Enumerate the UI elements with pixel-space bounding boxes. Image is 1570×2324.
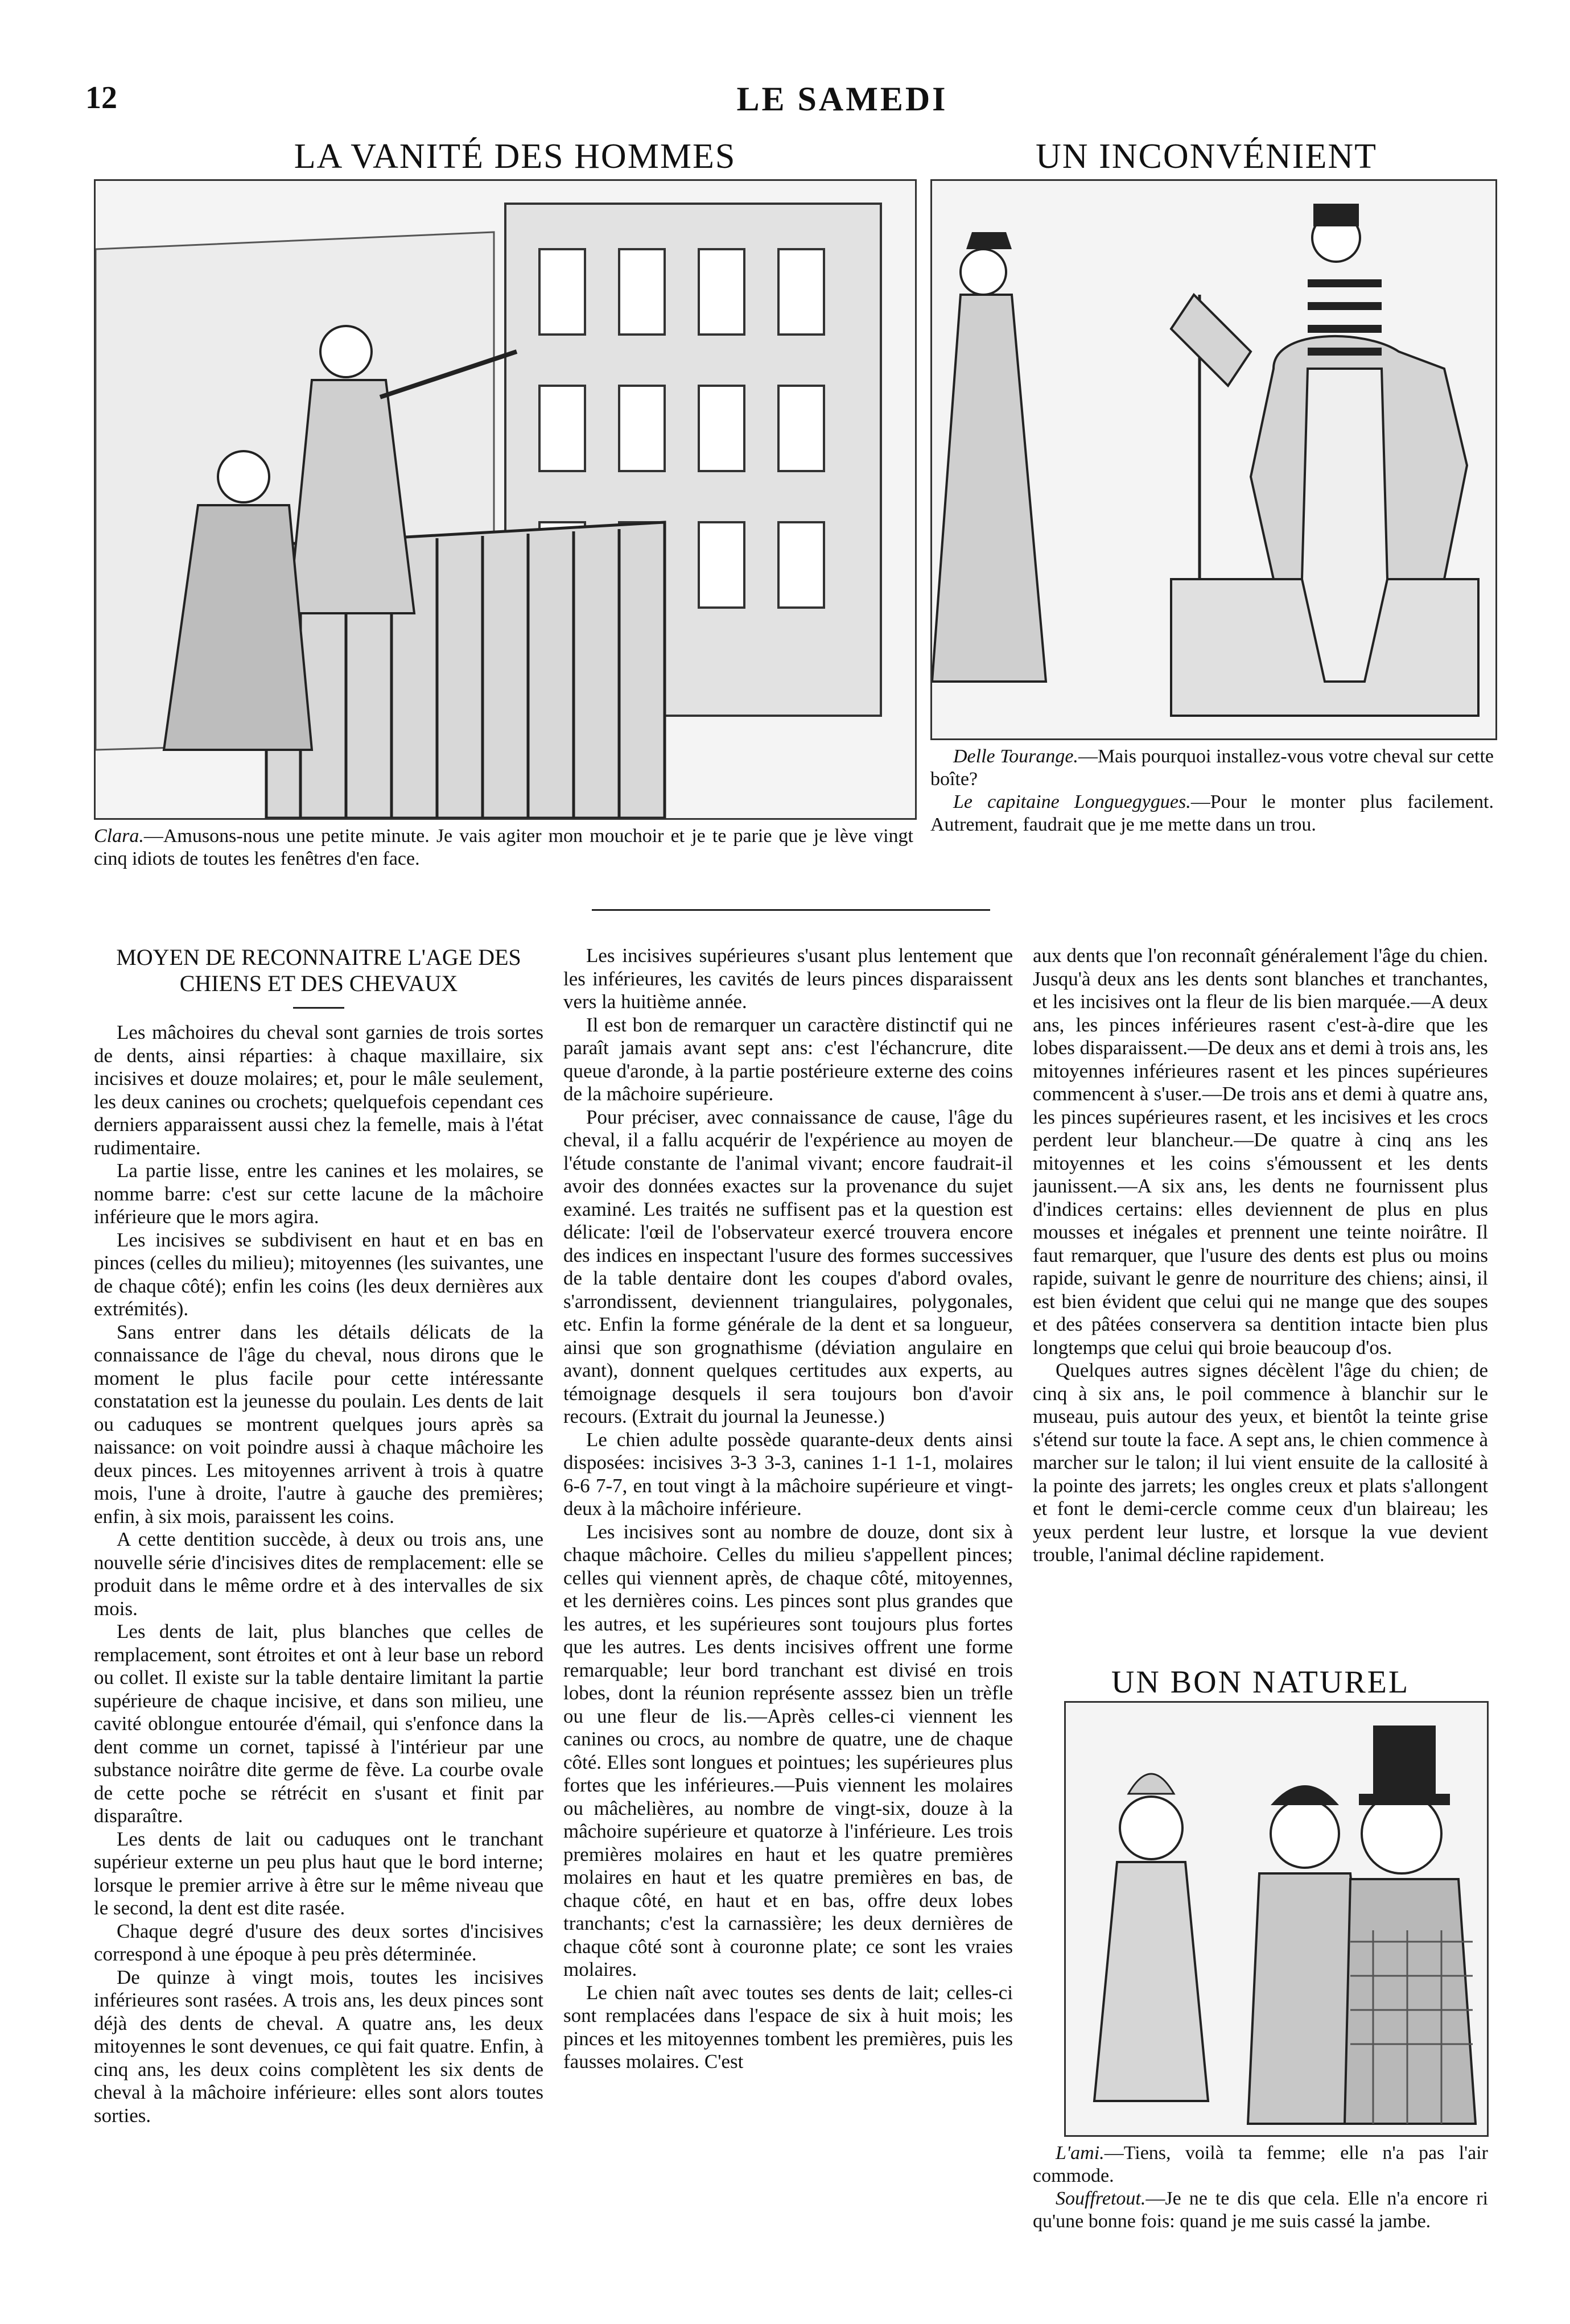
paragraph: Les incisives se subdivisent en haut et en bas en pinces (celles du milieu); mitoyennes (les suivantes, une de chaque côté); enfin les coins (les deux dernières aux extrémités). — [94, 1228, 543, 1320]
speaker-clara: Clara. — [94, 825, 144, 847]
caption-bon-naturel — [1033, 2142, 1488, 2233]
paragraph: Sans entrer dans les détails délicats de la connaissance de l'âge du cheval, nous dirons que le moment le plus facile pour cette intéressante constatation est la jeunesse du poulain. Les dents de lait ou caduques se montrent quelques jours après sa naissance: on voit poindre aussi à chaque mâchoire les deux pinces. Les mitoyennes arrivent à trois à quatre mois, l'une à droite, l'autre à gauche des premières; enfin, à six mois, paraissent les coins. — [94, 1320, 543, 1528]
paragraph: Le chien adulte possède quarante-deux dents ainsi disposées: incisives 3-3 3-3, canines 1-1 1-1, molaires 6-6 7-7, en tout vingt à la mâchoire supérieure et vingt-deux à la mâchoire inférieure. — [563, 1428, 1013, 1520]
paragraph: Pour préciser, avec connaissance de cause, l'âge du cheval, il a fallu acquérir de l'expérience au moyen de l'étude constante de l'animal vivant; encore faudrait-il avoir des données exactes sur la provenance du sujet examiné. Les traités ne suffisent pas et la question est délicate: l'œil de l'observateur exercé trouvera encore des indices en inspectant l'usure des formes successives de la table dentaire dont les coupes d'abord ovales, s'arrondissent, deviennent triangulaires, polygonales, etc. Enfin la forme générale de la dent et sa longueur, ainsi que son grognathisme (déviation angulaire en avant), donnent quelques certitudes aux experts, au témoignage desquels il sera toujours bon d'avoir recours. (Extrait du journal la Jeunesse.) — [563, 1105, 1013, 1427]
caption-naturel-line-2: —Je ne te dis que cela. Elle n'a encore ri qu'une bonne fois: quand je me suis cassé la jambe. — [1033, 2188, 1488, 2232]
paragraph: Il est bon de remarquer un caractère distinctif qui ne paraît jamais avant sept ans: c'est l'échancrure, dite queue d'aronde, à la partie postérieure externe des coins de la mâchoire supérieure. — [563, 1013, 1013, 1105]
speaker-ami: L'ami. — [1056, 2143, 1105, 2164]
paragraph: Le chien naît avec toutes ses dents de lait; celles-ci sont remplacées dans l'espace de six à huit mois; les pinces et les mitoyennes tombent les premières, puis les fausses molaires. C'est — [563, 1981, 1013, 2073]
article-column-2 — [563, 944, 1013, 2253]
paragraph: La partie lisse, entre les canines et les molaires, se nomme barre: c'est sur cette lacune de la mâchoire inférieure que le mors agira. — [94, 1159, 543, 1228]
paragraph: Quelques autres signes décèlent l'âge du chien; de cinq à six ans, le poil commence à blanchir sur le museau, puis autour des yeux, et bientôt la teinte grise s'étend sur toute la face. A sept ans, le chien commence à marcher sur le talon; il lui vient ensuite de la callosité à la pointe des jarrets; les ongles creux et plats s'allongent et font le demi-cercle comme ceux d'un blaireau; les yeux perdent leur lustre, et lorsque la vue devient trouble, l'animal décline rapidement. — [1033, 1359, 1488, 1566]
article-column-3 — [1033, 944, 1488, 1684]
paragraph: aux dents que l'on reconnaît généralement l'âge du chien. Jusqu'à deux ans les dents sont blanches et tranchantes, et les incisives ont la fleur de lis bien marquée.—A deux ans, les pinces inférieures rasent c'est-à-dire que les lobes disparaissent.—De deux ans et demi à trois ans, les mitoyennes inférieures rasent et les pinces supérieures commencent à s'user.—De trois ans et demi à quatre ans, les pinces supérieures rasent, et les incisives et les crocs perdent leur blancheur.—De quatre à cinq ans les mitoyennes et les coins s'émoussent et les dents jaunissent.—A six ans, les dents ne fournissent plus d'indices certains: elles deviennent de plus en plus mousses et inégales et prennent une teinte noirâtre. Il faut remarquer, que l'usure des dents est plus ou moins rapide, suivant le genre de nourriture des chiens; ainsi, il est bien évident que celui qui ne mange que des soupes et des pâtées conservera sa dentition intacte bien plus longtemps que celui qui broie beaucoup d'os. — [1033, 944, 1488, 1359]
paragraph: A cette dentition succède, à deux ou trois ans, une nouvelle série d'incisives dites de remplacement: elle se produit dans le même ordre et à des intervalles de six mois. — [94, 1528, 543, 1620]
speaker-souffretout: Souffretout. — [1056, 2188, 1146, 2209]
paragraph: Les dents de lait, plus blanches que celles de remplacement, sont étroites et ont à leur base un rebord ou collet. Il existe sur la table dentaire limitant la partie supérieure de chaque incisive, et dans son milieu, une cavité oblongue entourée d'émail, qui s'enfonce dans la dent comme un cornet, tapissé à l'intérieur par une substance noirâtre dite germe de fève. La courbe ovale de cette poche se rétrécit en s'usant et finit par disparaître. — [94, 1620, 543, 1827]
balcony-drawing — [96, 181, 915, 818]
page-number: 12 — [85, 80, 117, 115]
paragraph: De quinze à vingt mois, toutes les incisives inférieures sont rasées. A trois ans, les deux pinces sont déjà des dents de cheval. A quatre ans, les deux mitoyennes le sont devenues, ce qui fait quatre. Enfin, à cinq ans, les deux coins complètent les six dents de cheval à la mâchoire inférieure: elles sont alors toutes sorties. — [94, 1966, 543, 2127]
cartoon-title-inconvenient: UN INCONVÉNIENT — [1036, 137, 1377, 176]
horse-drawing — [932, 181, 1495, 738]
illustration-bon-naturel — [1064, 1701, 1489, 2137]
paragraph: Les dents de lait ou caduques ont le tranchant supérieur externe un peu plus haut que le bord interne; lorsque le premier arrive à être sur le même niveau que le second, la dent est dite rasée. — [94, 1827, 543, 1919]
section-divider — [592, 909, 990, 911]
article-column-1 — [94, 944, 543, 2253]
masthead: LE SAMEDI — [736, 80, 948, 118]
caption-inconv-line-1: —Mais pourquoi installez-vous votre cheval sur cette boîte? — [930, 746, 1494, 790]
speaker-capitaine: Le capitaine Longuegygues. — [953, 791, 1191, 812]
caption-vanite — [94, 825, 913, 870]
paragraph: Les mâchoires du cheval sont garnies de trois sortes de dents, ainsi réparties: à chaque maxillaire, six incisives et douze molaires; et, pour le mâle seulement, les deux canines ou crochets; quelquefois cependant ces derniers apparaissent aussi chez la femelle, mais à l'état rudimentaire. — [94, 1021, 543, 1159]
illustration-balcony — [94, 179, 917, 820]
article-title: MOYEN DE RECONNAITRE L'AGE DES CHIENS ET DES CHEVAUX — [116, 944, 521, 996]
cartoon-title-bon-naturel: UN BON NATUREL — [1111, 1665, 1410, 1700]
cartoon-title-vanite: LA VANITÉ DES HOMMES — [294, 137, 736, 176]
speaker-tourange: Delle Tourange. — [953, 746, 1078, 767]
title-rule — [293, 1007, 344, 1009]
caption-naturel-line-1: —Tiens, voilà ta femme; elle n'a pas l'air commode. — [1033, 2143, 1488, 2186]
caption-inconvenient — [930, 745, 1494, 836]
caption-vanite-text: —Amusons-nous une petite minute. Je vais agiter mon mouchoir et je te parie que je lève vingt cinq idiots de toutes les fenêtres d'en face. — [94, 825, 913, 869]
paragraph: Les incisives supérieures s'usant plus lentement que les inférieures, les cavités de leurs pinces disparaissent vers la huitième année. — [563, 944, 1013, 1013]
paragraph: Chaque degré d'usure des deux sortes d'incisives correspond à une époque à peu près déterminée. — [94, 1920, 543, 1965]
paragraph: Les incisives sont au nombre de douze, dont six à chaque mâchoire. Celles du milieu s'appellent pinces; celles qui viennent après, de chaque côté, mitoyennes, et les dernières coins. Les pinces sont plus grandes que les autres, et les supérieures sont toujours plus fortes que les autres. Les dents incisives offrent une forme remarquable; leur bord tranchant est divisé en trois lobes, dont la réunion représente asssez bien un trèfle ou une fleur de lis.—Après celles-ci viennent les canines ou crocs, au nombre de quatre, une de chaque côté. Elles sont longues et pointues; les supérieures plus fortes que les inférieures.—Puis viennent les molaires ou mâchelières, au nombre de vingt-six, douze à la mâchoire supérieure et quatorze à l'inférieure. Les trois premières molaires en haut et les quatre premières molaires en haut et les quatre premières en bas, de chaque côté, en haut et en bas, offre deux lobes tranchants; c'est la carnassière; les deux dernières de chaque côté sont à couronne plate; ce sont les vraies molaires. — [563, 1520, 1013, 1980]
gentlemen-drawing — [1066, 1703, 1487, 2135]
caption-inconv-line-2: —Pour le monter plus facilement. Autrement, faudrait que je me mette dans un trou. — [930, 791, 1494, 835]
illustration-horse-box — [930, 179, 1497, 740]
